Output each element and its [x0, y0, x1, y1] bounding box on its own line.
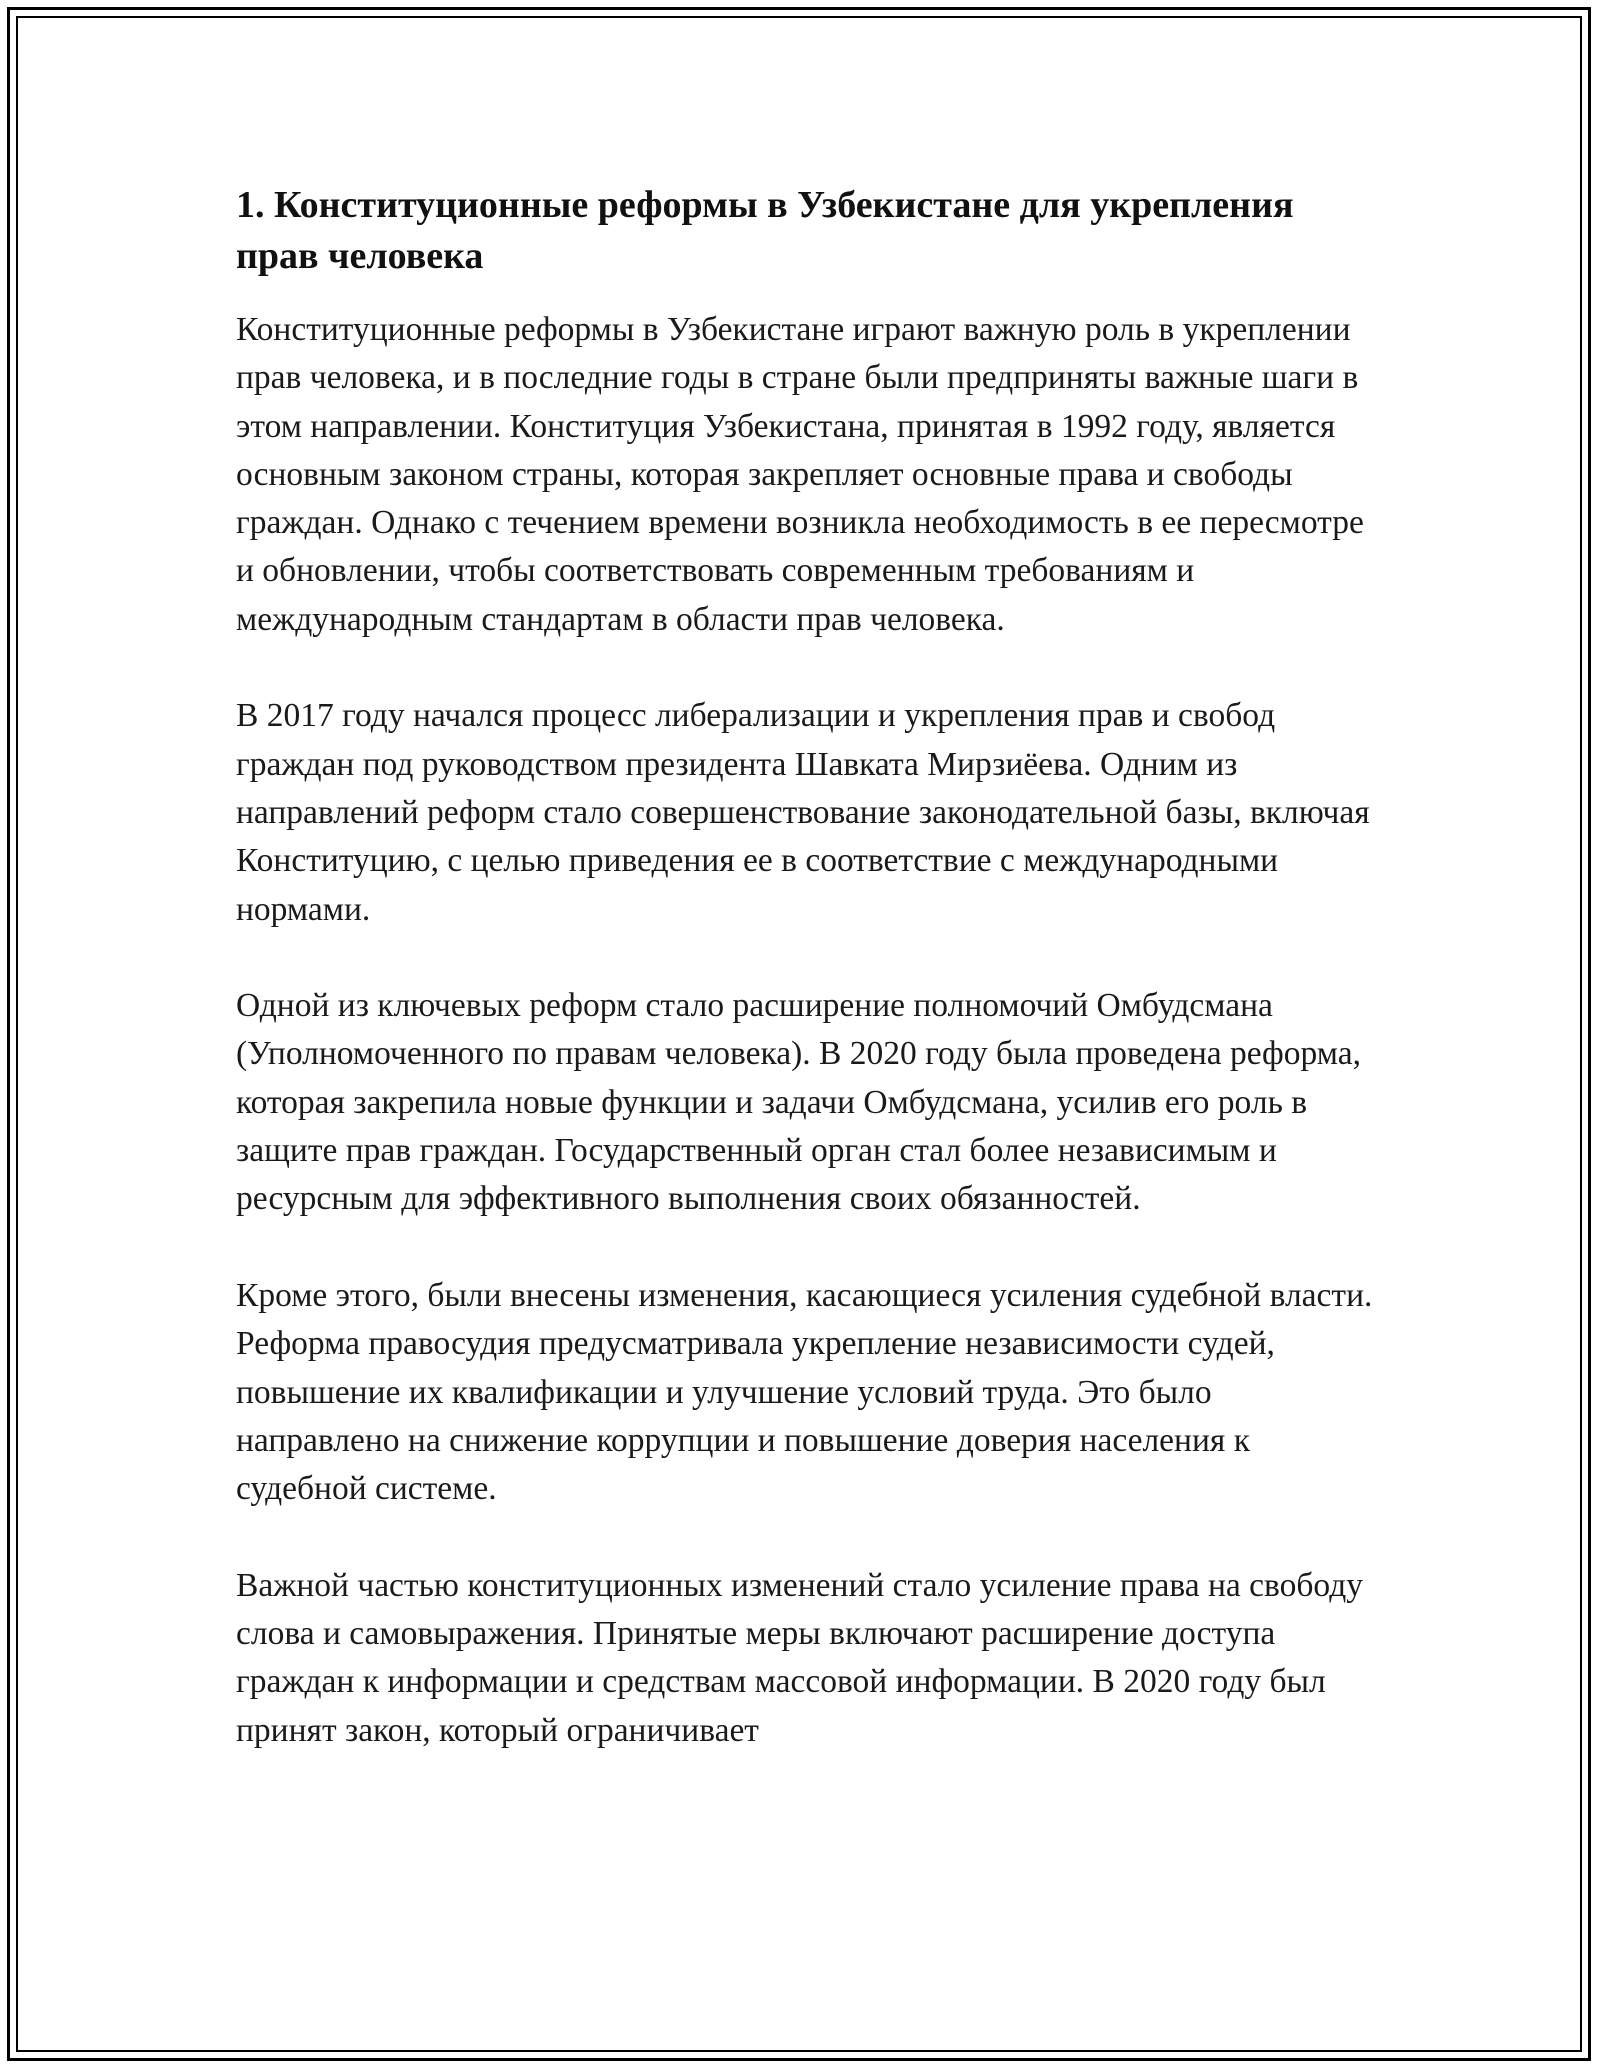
document-body: [236, 180, 1376, 1755]
paragraph-2: В 2017 году начался процесс либерализации и укрепления прав и свобод граждан под руководством президента Шавката Мирзиёева. Одним из направлений реформ стало совершенствование законодательной базы, включая Конституцию, с целью приведения ее в соответствие с международными нормами.: [236, 697, 1370, 928]
paragraph-3: Одной из ключевых реформ стало расширение полномочий Омбудсмана (Уполномоченного по правам человека). В 2020 году была проведена реформа, которая закрепила новые функции и задачи Омбудсмана, усилив его роль в защите прав граждан. Государственный орган стал более независимым и ресурсным для эффективного выполнения своих обязанностей.: [236, 987, 1361, 1218]
paragraph-5: Важной частью конституционных изменений стало усиление права на свободу слова и самовыражения. Принятые меры включают расширение доступа граждан к информации и средствам массовой информации. В 2020 году был принят закон, который ограничивает: [236, 1566, 1364, 1749]
paragraph-4: Кроме этого, были внесены изменения, касающиеся усиления судебной власти. Реформа правосудия предусматривала укрепление независимости судей, повышение их квалификации и улучшение условий труда. Это было направлено на снижение коррупции и повышение доверия населения к судебной системе.: [236, 1276, 1373, 1508]
paragraph-1: Конституционные реформы в Узбекистане играют важную роль в укреплении прав человека, и в последние годы в стране были предприняты важные шаги в этом направлении. Конституция Узбекистана, принятая в 1992 году, является основным законом страны, которая закрепляет основные права и свободы граждан. Однако с течением времени возникла необходимость в ее пересмотре и обновлении, чтобы соответствовать современным требованиям и международным стандартам в области прав человека.: [236, 311, 1364, 638]
section-heading: 1. Конституционные реформы в Узбекистане для укрепления прав человека: [236, 184, 1294, 277]
